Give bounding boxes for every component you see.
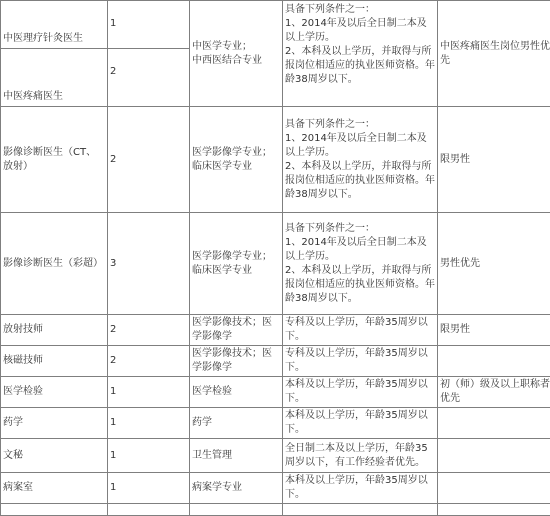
position-cell: 影像诊断医生（彩超） xyxy=(1,213,108,315)
count-cell: 1 xyxy=(108,408,190,439)
condition-cell: 具备下列条件之一： 1、2014年及以后全日制二本及以上学历。 2、本科及以上学历，并取得与所报岗位相适应的执业医师资格。年龄38周岁以下。 xyxy=(283,1,438,107)
condition-cell: 全日制二本及以上学历，年龄35周岁以下，有工作经验者优先。 xyxy=(283,439,438,473)
count-cell: 1 xyxy=(108,1,190,49)
major-cell: 医学影像技术；医学影像学 xyxy=(190,315,283,346)
table-row xyxy=(1,1,550,49)
table-row xyxy=(1,439,550,473)
position-cell: 文秘 xyxy=(1,439,108,473)
major-cell: 医学影像学专业； 临床医学专业 xyxy=(190,107,283,213)
count-cell: 2 xyxy=(108,346,190,377)
count-cell: 3 xyxy=(108,213,190,315)
count-cell: 2 xyxy=(108,107,190,213)
table-row xyxy=(1,377,550,408)
major-cell: 卫生管理 xyxy=(190,439,283,473)
major-cell: 医学检验 xyxy=(190,377,283,408)
major-cell: 中医学专业； 中西医结合专业 xyxy=(190,1,283,107)
table-row xyxy=(1,213,550,315)
position-cell: 医学检验 xyxy=(1,377,108,408)
condition-cell: 本科及以上学历，年龄35周岁以下。 xyxy=(283,408,438,439)
table-row xyxy=(1,504,550,516)
note-cell: 男性优先 xyxy=(438,213,550,315)
note-cell: 初（师）级及以上职称者优先 xyxy=(438,377,550,408)
major-cell: 医学影像学专业； 临床医学专业 xyxy=(190,213,283,315)
note-cell: 限男性 xyxy=(438,107,550,213)
table-row xyxy=(1,473,550,504)
count-cell: 1 xyxy=(108,439,190,473)
position-cell: 放射技师 xyxy=(1,315,108,346)
count-cell: 2 xyxy=(108,315,190,346)
table-row xyxy=(1,346,550,377)
major-cell: 医学影像技术；医学影像学 xyxy=(190,346,283,377)
table-row xyxy=(1,408,550,439)
condition-cell: 专科及以上学历，年龄35周岁以下。 xyxy=(283,315,438,346)
major-cell: 药学 xyxy=(190,408,283,439)
position-cell: 病案室 xyxy=(1,473,108,504)
condition-cell: 专科及以上学历，年龄35周岁以下。 xyxy=(283,346,438,377)
count-cell: 1 xyxy=(108,377,190,408)
condition-cell: 本科及以上学历，年龄35周岁以下。 xyxy=(283,377,438,408)
condition-cell: 本科及以上学历，年龄35周岁以下。 xyxy=(283,473,438,504)
table-row xyxy=(1,107,550,213)
note-cell: 中医疼痛医生岗位男性优先 xyxy=(438,1,550,107)
condition-cell: 具备下列条件之一： 1、2014年及以后全日制二本及以上学历。 2、本科及以上学历，并取得与所报岗位相适应的执业医师资格。年龄38周岁以下。 xyxy=(283,107,438,213)
major-cell: 病案学专业 xyxy=(190,473,283,504)
position-cell: 中医理疗针灸医生 xyxy=(1,1,108,49)
position-cell: 中医疼痛医生 xyxy=(1,49,108,107)
condition-cell: 具备下列条件之一： 1、2014年及以后全日制二本及以上学历。 2、本科及以上学历，并取得与所报岗位相适应的执业医师资格。年龄38周岁以下。 xyxy=(283,213,438,315)
note-cell: 限男性 xyxy=(438,315,550,346)
position-cell: 影像诊断医生（CT、放射） xyxy=(1,107,108,213)
position-cell: 核磁技师 xyxy=(1,346,108,377)
position-cell: 药学 xyxy=(1,408,108,439)
table-row xyxy=(1,315,550,346)
count-cell: 2 xyxy=(108,49,190,107)
count-cell: 1 xyxy=(108,473,190,504)
